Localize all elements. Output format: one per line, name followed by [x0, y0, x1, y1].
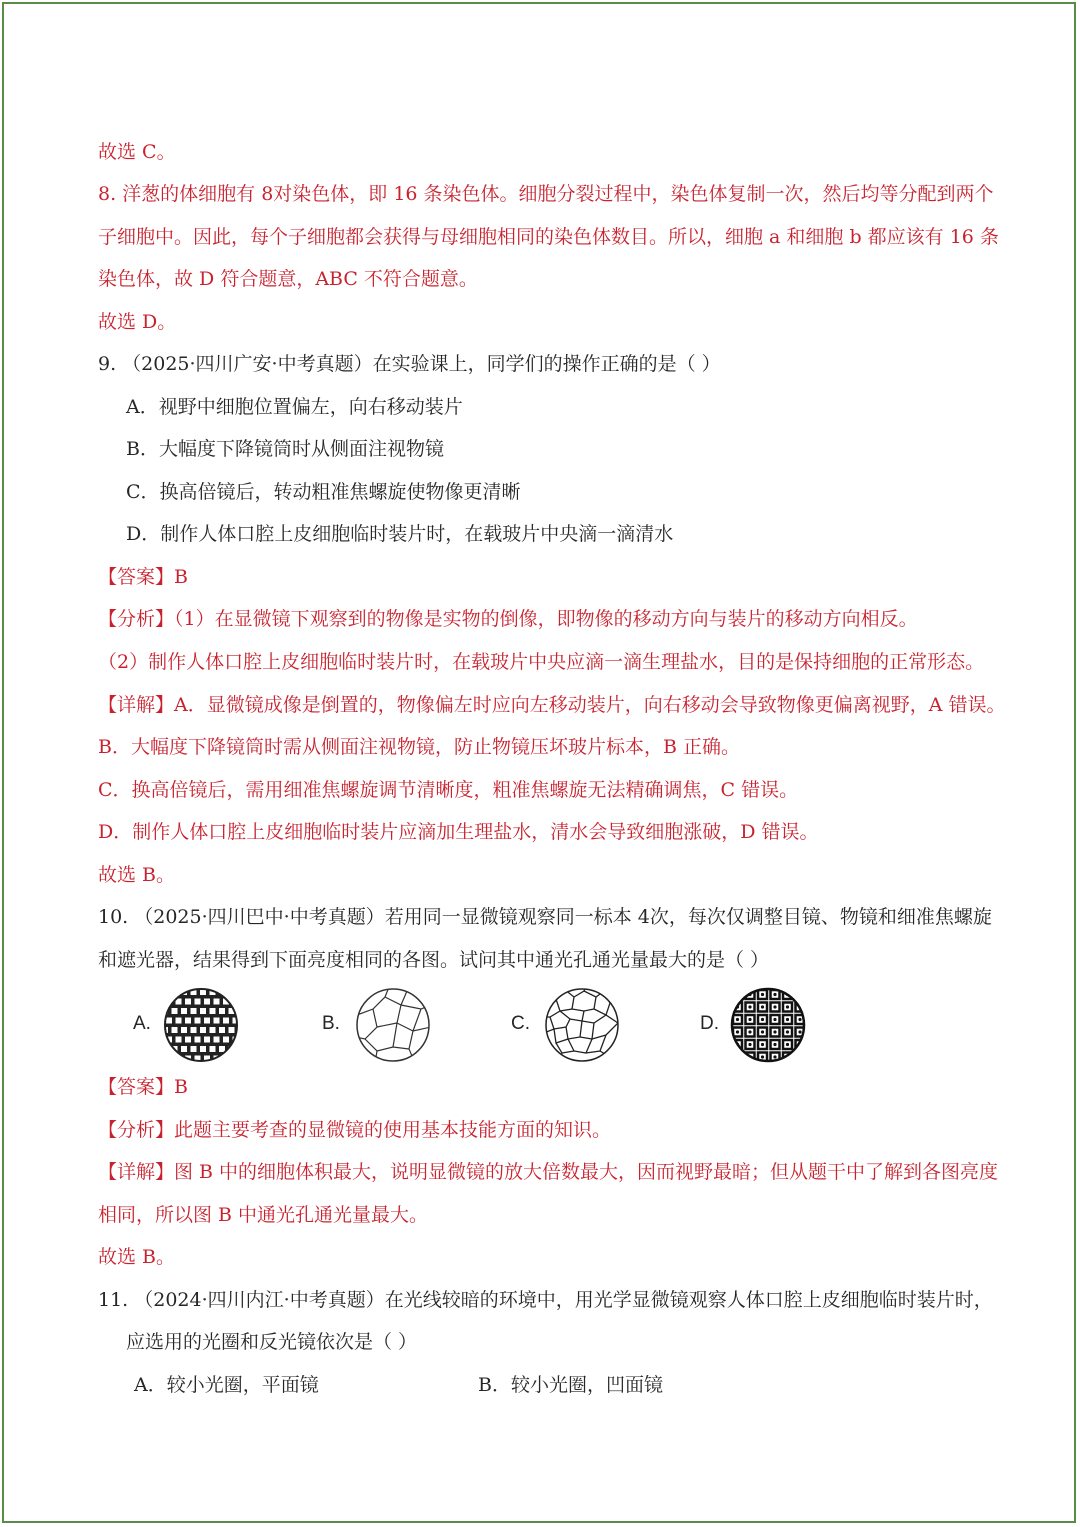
cell-nucleus [798, 1018, 801, 1021]
question-9-option-c: C．换高倍镜后，转动粗准焦螺旋使物像更清晰 [126, 481, 521, 503]
cell [171, 988, 179, 996]
cell [218, 1007, 226, 1015]
cell [190, 1045, 198, 1053]
question-10-stem-1: 10. （2025·四川巴中·中考真题）若用同一显微镜观察同一标本 4次，每次仅调整目镜、物镜和细准焦螺旋 [98, 906, 992, 928]
cell [218, 1026, 226, 1034]
question-10-analysis: 【分析】此题主要考查的显微镜的使用基本技能方面的知识。 [98, 1119, 612, 1141]
cell [175, 1017, 183, 1025]
figure-label-c: C. [511, 1013, 530, 1034]
microscope-view-c [544, 987, 620, 1063]
cell-nucleus [761, 1005, 764, 1008]
cell [199, 1007, 207, 1015]
cell-nucleus [773, 993, 776, 996]
figure-label-d: D. [700, 1013, 719, 1034]
cell-nucleus [786, 1018, 789, 1021]
cell [184, 1017, 192, 1025]
cell-nucleus [748, 1043, 751, 1046]
question-9-answer: 【答案】B [98, 566, 188, 588]
cell [184, 1036, 192, 1044]
cell [228, 988, 236, 996]
cell-nucleus [748, 1005, 751, 1008]
cell-nucleus [736, 1055, 739, 1058]
question-11-stem-2: 应选用的光圈和反光镜依次是（ ） [126, 1331, 418, 1353]
cell [213, 998, 221, 1006]
cell [199, 1026, 207, 1034]
cell-nucleus [773, 1030, 776, 1033]
cell-nucleus [761, 1055, 764, 1058]
cell [232, 1055, 240, 1063]
cell [194, 998, 202, 1006]
figure-label-a: A. [133, 1013, 151, 1034]
microscope-view-a [163, 987, 239, 1063]
question-10-detail-1: 【详解】图 B 中的细胞体积最大，说明显微镜的放大倍数最大，因而视野最暗；但从题干中了解到各图亮度 [98, 1161, 999, 1183]
cell-nucleus [761, 1043, 764, 1046]
cell-nucleus [748, 1030, 751, 1033]
explanation-8-line-2: 子细胞中。因此，每个子细胞都会获得与母细胞相同的染色体数目。所以，细胞 a 和细胞 b 都应该有 16 条 [98, 226, 999, 248]
question-9-detail-a: 【详解】A．显微镜成像是倒置的，物像偏左时应向左移动装片，向右移动会导致物像更偏离视野，A 错误。 [98, 694, 1006, 716]
cell-nucleus [798, 993, 801, 996]
question-9-option-a: A．视野中细胞位置偏左，向右移动装片 [126, 396, 463, 418]
cell-nucleus [736, 993, 739, 996]
question-9-option-d: D．制作人体口腔上皮细胞临时装片时，在载玻片中央滴一滴清水 [126, 523, 674, 545]
figure-label-b: B. [322, 1013, 340, 1034]
question-11-option-a: A．较小光圈，平面镜 [134, 1374, 319, 1396]
cell [180, 1007, 188, 1015]
question-10-stem-2: 和遮光器，结果得到下面亮度相同的各图。试问其中通光孔通光量最大的是（ ） [98, 949, 770, 971]
cell [222, 1017, 230, 1025]
cell [209, 1007, 217, 1015]
cell-nucleus [786, 1005, 789, 1008]
cell-nucleus [736, 1030, 739, 1033]
cell [203, 1017, 211, 1025]
cell [222, 1036, 230, 1044]
question-9-analysis-1: 【分析】（1）在显微镜下观察到的物像是实物的倒像，即物像的移动方向与装片的移动方向相反。 [98, 608, 918, 630]
cell-nucleus [798, 1055, 801, 1058]
cell [228, 1026, 236, 1034]
cell [171, 1007, 179, 1015]
cell [203, 1036, 211, 1044]
cell [194, 1017, 202, 1025]
question-9-stem: 9. （2025·四川广安·中考真题）在实验课上，同学们的操作正确的是（ ） [98, 353, 721, 375]
question-9-detail-b: B．大幅度下降镜筒时需从侧面注视物镜，防止物镜压坏玻片标本，B 正确。 [98, 736, 740, 758]
cell-nucleus [773, 1043, 776, 1046]
cell [180, 1045, 188, 1053]
cell [163, 1045, 169, 1053]
cell [184, 998, 192, 1006]
cell-nucleus [761, 1018, 764, 1021]
cell [165, 1055, 173, 1063]
cell-nucleus [786, 1030, 789, 1033]
cell [232, 998, 240, 1006]
question-9-detail-c: C．换高倍镜后，需用细准焦螺旋调节清晰度，粗准焦螺旋无法精确调焦，C 错误。 [98, 779, 799, 801]
question-9-detail-d: D．制作人体口腔上皮细胞临时装片应滴加生理盐水，清水会导致细胞涨破，D 错误。 [98, 821, 819, 843]
question-11-stem-1: 11. （2024·四川内江·中考真题）在光线较暗的环境中，用光学显微镜观察人体口腔上皮细胞临时装片时， [98, 1289, 993, 1311]
cell [175, 1036, 183, 1044]
cell [199, 1045, 207, 1053]
cell-nucleus [761, 993, 764, 996]
cell [190, 1007, 198, 1015]
cell [163, 988, 169, 996]
microscope-view-b [355, 987, 431, 1063]
cell [203, 998, 211, 1006]
microscope-view-d [730, 987, 806, 1063]
question-9-conclusion: 故选 B。 [98, 864, 176, 886]
question-10-detail-2: 相同，所以图 B 中通光孔通光量最大。 [98, 1204, 429, 1226]
question-10-answer: 【答案】B [98, 1076, 188, 1098]
cell-nucleus [761, 1030, 764, 1033]
cell [194, 1036, 202, 1044]
question-9-analysis-2: （2）制作人体口腔上皮细胞临时装片时，在载玻片中央应滴一滴生理盐水，目的是保持细胞的正常形态。 [98, 651, 985, 673]
cell-nucleus [773, 1055, 776, 1058]
cell [180, 1026, 188, 1034]
cell-nucleus [773, 1005, 776, 1008]
cell [190, 1026, 198, 1034]
cell [796, 990, 805, 999]
cell-nucleus [736, 1018, 739, 1021]
cell-nucleus [748, 1018, 751, 1021]
explanation-8-line-1: 8. 洋葱的体细胞有 8对染色体，即 16 条染色体。细胞分裂过程中，染色体复制一次，然后均等分配到两个 [98, 183, 994, 205]
cell [222, 1055, 230, 1063]
cell [209, 1026, 217, 1034]
cell [213, 1036, 221, 1044]
cell [213, 1017, 221, 1025]
question-11-option-b: B．较小光圈，凹面镜 [478, 1374, 663, 1396]
cell-nucleus [786, 1043, 789, 1046]
cell [209, 1045, 217, 1053]
explanation-8-line-3: 染色体，故 D 符合题意，ABC 不符合题意。 [98, 268, 478, 290]
cell [796, 1053, 805, 1062]
cell [733, 1053, 742, 1062]
cell-nucleus [798, 1030, 801, 1033]
cell-nucleus [773, 1018, 776, 1021]
answer-conclusion-8: 故选 D。 [98, 311, 177, 333]
answer-conclusion-7: 故选 C。 [98, 141, 176, 163]
question-9-option-b: B．大幅度下降镜筒时从侧面注视物镜 [126, 438, 444, 460]
cell [733, 990, 742, 999]
question-10-conclusion: 故选 B。 [98, 1246, 176, 1268]
cell [171, 1026, 179, 1034]
